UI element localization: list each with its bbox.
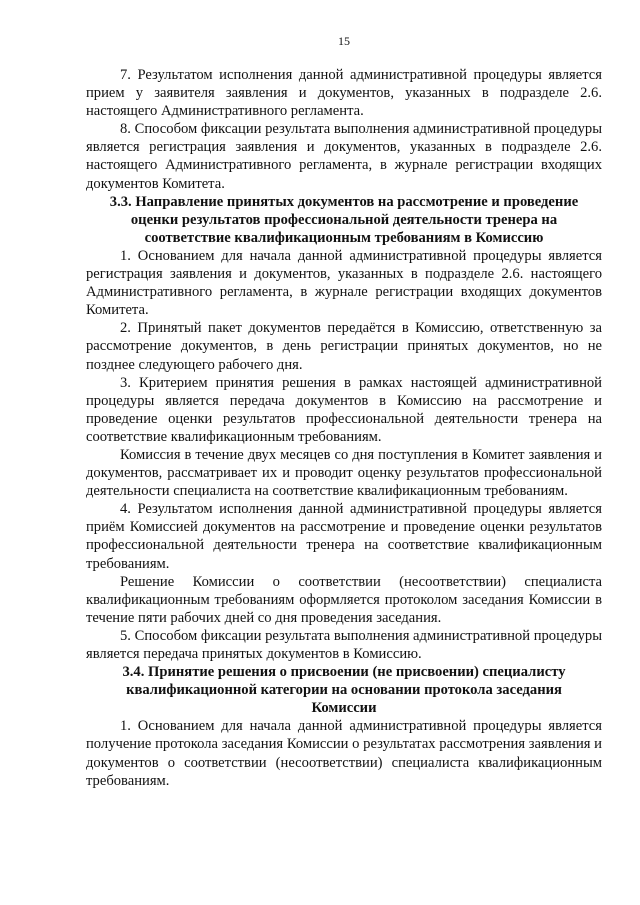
section-heading-3-3: 3.3. Направление принятых документов на рассмотрение и проведение оценки результатов профессиональной деятельности тренера на соответствие квалификационным требованиям в Комиссию (109, 193, 579, 246)
section-heading-3-4: 3.4. Принятие решения о присвоении (не присвоении) специалисту квалификационной категории на основании протокола заседания Комиссии (122, 664, 566, 717)
section-3-3-paragraph-4: Комиссия в течение двух месяцев со дня поступления в Комитет заявления и документов, рассматривает их и проводит оценку результатов профессиональной деятельности специалиста на соответствие квалификационным требованиям. (86, 446, 602, 500)
section-3-3-paragraph-7: 5. Способом фиксации результата выполнения административной процедуры является передача принятых документов в Комиссию. (86, 627, 603, 662)
section-3-3-paragraph-1: 1. Основанием для начала данной административной процедуры является регистрация заявления и документов, указанных в подразделе 2.6. настоящего Административного регламента, в журнале регистрации входящих документов Комитета. (86, 247, 602, 319)
section-3-3-paragraph-6: Решение Комиссии о соответствии (несоответствии) специалиста квалификационным требованиям оформляется протоколом заседания Комиссии в течение пяти рабочих дней со дня проведения заседания. (86, 573, 602, 626)
document-page (86, 34, 602, 790)
section-3-4-paragraph-1: 1. Основанием для начала данной административной процедуры является получение протокола заседания Комиссии о результатах рассмотрения заявления и документов о соответствии (несоответствии) специалиста квалификационным требованиям. (86, 718, 602, 789)
section-3-3-paragraph-2: 2. Принятый пакет документов передаётся в Комиссию, ответственную за рассмотрение документов, в день регистрации принятых документов, но не позднее следующего рабочего дня. (86, 320, 602, 373)
page-number: 15 (338, 34, 350, 48)
paragraph-result-7: 7. Результатом исполнения данной административной процедуры является прием у заявителя заявления и документов, указанных в подразделе 2.6. настоящего Административного регламента. (86, 67, 602, 120)
section-3-3-paragraph-5: 4. Результатом исполнения данной административной процедуры является приём Комиссией документов на рассмотрение и проведение оценки результатов профессиональной деятельности тренера на соответствие квалификационным требованиям. (86, 501, 602, 572)
paragraph-fixation-8: 8. Способом фиксации результата выполнения административной процедуры является регистрация заявления и документов, указанных в подразделе 2.6. настоящего Административного регламента, в журнале регистрации входящих документов Комитета. (86, 121, 603, 192)
section-3-3-paragraph-3: 3. Критерием принятия решения в рамках настоящей административной процедуры является передача документов в Комиссию на рассмотрение и проведение оценки результатов профессиональной деятельности тренера на соответствие квалификационным требованиям. (86, 374, 602, 445)
